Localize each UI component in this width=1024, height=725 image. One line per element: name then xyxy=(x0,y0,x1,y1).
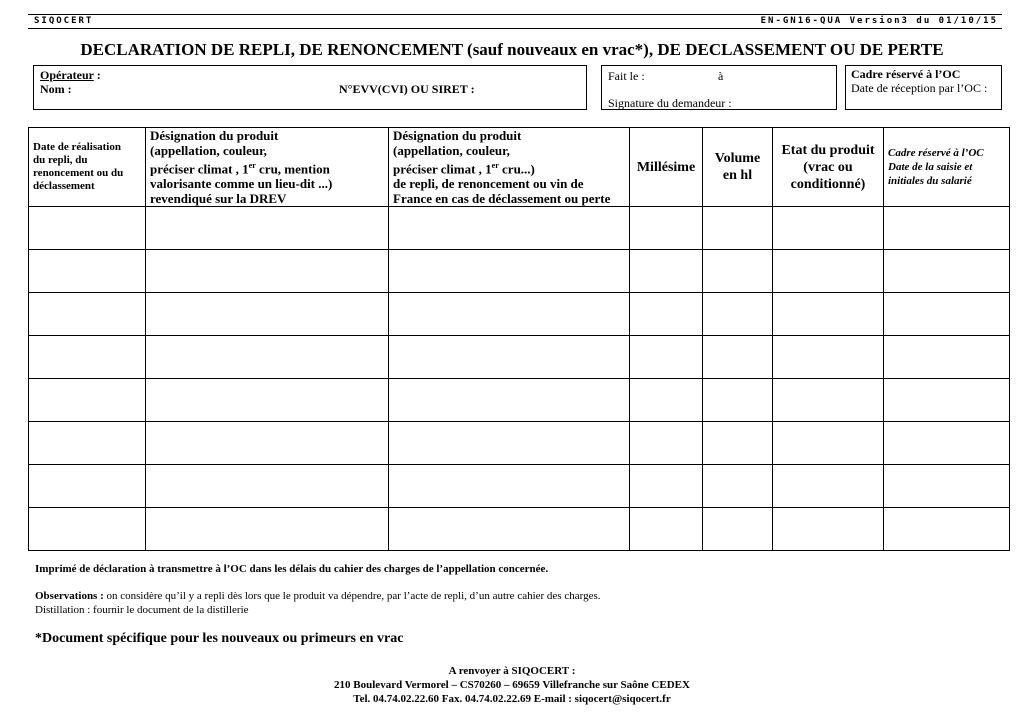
table-cell[interactable] xyxy=(146,336,389,379)
table-cell[interactable] xyxy=(703,379,773,422)
table-row xyxy=(29,293,1010,336)
table-cell[interactable] xyxy=(146,250,389,293)
table-cell[interactable] xyxy=(630,379,703,422)
table-cell[interactable] xyxy=(703,508,773,551)
table-cell[interactable] xyxy=(389,379,630,422)
table-cell[interactable] xyxy=(389,422,630,465)
table-cell[interactable] xyxy=(884,293,1010,336)
table-cell[interactable] xyxy=(630,465,703,508)
table-cell[interactable] xyxy=(884,422,1010,465)
table-cell[interactable] xyxy=(29,250,146,293)
table-cell[interactable] xyxy=(884,465,1010,508)
declaration-table xyxy=(28,127,1010,551)
table-cell[interactable] xyxy=(146,207,389,250)
table-cell[interactable] xyxy=(773,336,884,379)
table-cell[interactable] xyxy=(703,293,773,336)
table-cell[interactable] xyxy=(703,422,773,465)
date-place-field[interactable]: Fait le : xyxy=(608,69,645,83)
table-cell[interactable] xyxy=(389,293,630,336)
specific-document-note: *Document spécifique pour les nouveaux ou primeurs en vrac xyxy=(35,631,404,646)
table-cell[interactable] xyxy=(146,422,389,465)
header-designation-repli: Désignation du produit (appellation, couleur, préciser climat , 1er cru...) de repli, de renoncement ou vin de France en cas de déclassement ou perte xyxy=(389,128,630,207)
table-row xyxy=(29,379,1010,422)
oc-reserved-box xyxy=(845,65,1002,110)
table-cell[interactable] xyxy=(630,293,703,336)
header-etat-produit: Etat du produit (vrac ou conditionné) xyxy=(773,128,884,207)
table-cell[interactable] xyxy=(630,422,703,465)
oc-reception-date-field: Date de réception par l’OC : xyxy=(851,81,988,95)
table-cell[interactable] xyxy=(29,379,146,422)
operator-label: Opérateur xyxy=(40,68,94,82)
header-date-realisation: Date de réalisation du repli, du renoncement ou du déclassement xyxy=(29,128,146,207)
table-cell[interactable] xyxy=(773,207,884,250)
table-cell[interactable] xyxy=(703,465,773,508)
form-title: DECLARATION DE REPLI, DE RENONCEMENT (sauf nouveaux en vrac*), DE DECLASSEMENT OU DE PERTE xyxy=(80,40,944,59)
table-cell[interactable] xyxy=(29,508,146,551)
observations-note: Observations : on considère qu’il y a repli dès lors que le produit va dépendre, par l’acte de repli, d’un autre cahier des charges. xyxy=(35,590,601,602)
footer-send-to: A renvoyer à SIQOCERT : xyxy=(448,665,576,677)
table-cell[interactable] xyxy=(773,250,884,293)
place-field[interactable]: à xyxy=(718,69,724,83)
table-cell[interactable] xyxy=(773,379,884,422)
operator-box: Opérateur : Nom : N°EVV(CVI) OU SIRET : xyxy=(33,65,587,110)
table-cell[interactable] xyxy=(884,250,1010,293)
table-cell[interactable] xyxy=(773,293,884,336)
header-designation-revendique: Désignation du produit (appellation, couleur, préciser climat , 1er cru, mention valorisante comme un lieu-dit ...) revendiqué sur la DREV xyxy=(146,128,389,207)
table-row xyxy=(29,207,1010,250)
document-header-bar xyxy=(28,14,1002,29)
table-cell[interactable] xyxy=(703,250,773,293)
signature-box xyxy=(601,65,837,110)
table-cell[interactable] xyxy=(29,465,146,508)
table-cell[interactable] xyxy=(884,508,1010,551)
table-header-row xyxy=(29,128,1010,207)
table-row xyxy=(29,250,1010,293)
table-cell[interactable] xyxy=(389,250,630,293)
table-cell[interactable] xyxy=(146,293,389,336)
table-cell[interactable] xyxy=(29,336,146,379)
table-cell[interactable] xyxy=(389,207,630,250)
table-cell[interactable] xyxy=(884,336,1010,379)
distillation-note: Distillation : fournir le document de la distillerie xyxy=(35,604,249,616)
table-cell[interactable] xyxy=(773,508,884,551)
table-row xyxy=(29,336,1010,379)
table-cell[interactable] xyxy=(389,465,630,508)
header-millesime: Millésime xyxy=(630,128,703,207)
signature-field[interactable]: Signature du demandeur : xyxy=(608,96,732,110)
header-volume: Volume en hl xyxy=(703,128,773,207)
table-cell[interactable] xyxy=(703,336,773,379)
table-cell[interactable] xyxy=(884,207,1010,250)
name-field-label[interactable]: Nom : xyxy=(40,82,72,96)
table-cell[interactable] xyxy=(773,465,884,508)
table-row xyxy=(29,422,1010,465)
table-cell[interactable] xyxy=(29,207,146,250)
siret-field-label[interactable]: N°EVV(CVI) OU SIRET : xyxy=(339,82,475,96)
table-cell[interactable] xyxy=(884,379,1010,422)
header-oc-reserved: Cadre réservé à l’OC Date de la saisie et initiales du salarié xyxy=(884,128,1010,207)
observations-label: Observations : xyxy=(35,590,104,602)
table-cell[interactable] xyxy=(29,293,146,336)
table-cell[interactable] xyxy=(146,508,389,551)
table-cell[interactable] xyxy=(389,508,630,551)
footer-contact: Tel. 04.74.02.22.60 Fax. 04.74.02.22.69 E-mail : siqocert@siqocert.fr xyxy=(353,693,671,705)
table-cell[interactable] xyxy=(29,422,146,465)
table-cell[interactable] xyxy=(773,422,884,465)
document-reference: EN-GN16-QUA Version3 du 01/10/15 xyxy=(760,16,998,26)
organization-name: SIQOCERT xyxy=(34,16,94,26)
table-cell[interactable] xyxy=(389,336,630,379)
transmission-note: Imprimé de déclaration à transmettre à l’OC dans les délais du cahier des charges de l’appellation concernée. xyxy=(35,563,549,575)
table-cell[interactable] xyxy=(630,250,703,293)
table-cell[interactable] xyxy=(703,207,773,250)
table-cell[interactable] xyxy=(146,379,389,422)
table-cell[interactable] xyxy=(146,465,389,508)
table-row xyxy=(29,508,1010,551)
table-cell[interactable] xyxy=(630,336,703,379)
table-cell[interactable] xyxy=(630,508,703,551)
oc-reserved-title: Cadre réservé à l’OC xyxy=(851,67,961,81)
footer-address: 210 Boulevard Vermorel – CS70260 – 69659 Villefranche sur Saône CEDEX xyxy=(334,679,690,691)
table-cell[interactable] xyxy=(630,207,703,250)
table-row xyxy=(29,465,1010,508)
